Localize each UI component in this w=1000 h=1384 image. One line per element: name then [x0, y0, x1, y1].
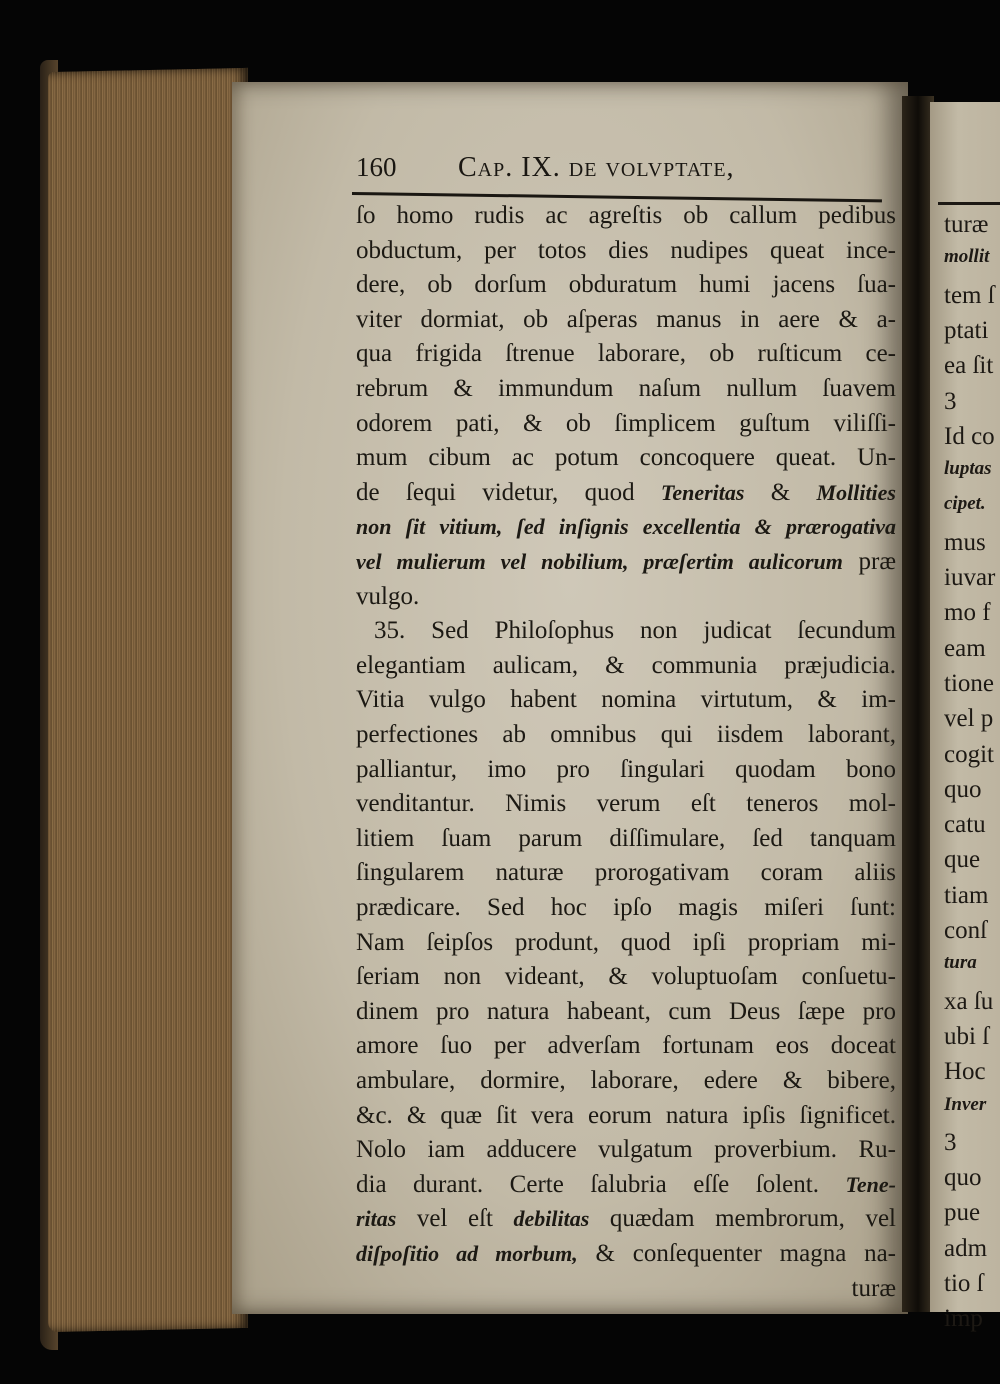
text-line: Vitia vulgo habent nomina virtutum, & im- — [356, 686, 896, 714]
facing-page-line: tione — [944, 669, 994, 697]
facing-page-line: ptati — [944, 316, 989, 344]
facing-page-line: mus — [944, 528, 986, 556]
facing-page-line: Id co — [944, 422, 995, 450]
text-line — [356, 511, 896, 543]
text-line: 35. Sed Philoſophus non judicat ſecundum — [374, 617, 896, 645]
facing-page-line: tura — [944, 952, 977, 974]
facing-page-line: eam — [944, 634, 986, 662]
facing-page-line: 3 — [944, 387, 957, 415]
facing-page-line: 3 — [944, 1128, 957, 1156]
facing-page-line: mollit — [944, 246, 990, 268]
italic-run: non ſit vitium, ſed inſignis excellentia & prærogativa — [356, 514, 896, 540]
text-line: elegantiam aulicam, & communia præjudicia. — [356, 651, 896, 679]
italic-run: vel mulierum vel nobilium, præſertim aulicorum — [356, 549, 843, 574]
facing-page-line: Inver — [944, 1093, 987, 1115]
facing-page-line: adm — [944, 1234, 988, 1262]
facing-page-line: quo — [944, 1164, 982, 1192]
text-line: vulgo. — [356, 582, 420, 610]
facing-page-line: cogit — [944, 740, 994, 768]
text-line: ſeriam non videant, & voluptuoſam conſuetu- — [356, 963, 896, 991]
text-run: dia durant. Certe ſalubria eſſe ſolent. — [356, 1170, 846, 1198]
facing-page-line: ea ſit — [944, 352, 994, 380]
text-line: rebrum & immundum naſum nullum ſuavem — [356, 375, 896, 402]
running-head: Cap. IX. de volvptate, — [458, 152, 735, 183]
page-header — [356, 152, 896, 192]
text-run: quædam membrorum, vel — [589, 1205, 897, 1233]
text-line: ſo homo rudis ac agreſtis ob callum pedibus — [356, 202, 896, 229]
facing-page — [930, 102, 1000, 1333]
catchword: turæ — [851, 1274, 896, 1302]
facing-page-rule — [938, 202, 1000, 205]
facing-page-line: cipet. — [944, 493, 986, 515]
text-line: &c. & quæ ſit vera eorum natura ipſis ſignificet. — [356, 1101, 896, 1129]
text-line — [356, 477, 896, 509]
facing-page-line: imp — [944, 1305, 983, 1333]
text-line: ſingularem naturæ prorogativam coram aliis — [356, 859, 896, 887]
text-line: venditantur. Nimis verum eſt teneros mol- — [356, 790, 896, 818]
facing-page-line: mo f — [944, 599, 991, 627]
book-page — [232, 82, 908, 1314]
facing-page-line: quo — [944, 775, 982, 803]
text-line: obductum, per totos dies nudipes queat ince- — [356, 236, 896, 264]
facing-page-line: turæ — [944, 211, 989, 238]
text-line: qua frigida ſtrenue laborare, ob ruſticum ce- — [356, 340, 896, 368]
facing-page-line: tiam — [944, 881, 989, 909]
text-line — [356, 1238, 896, 1270]
italic-run: Teneritas — [660, 479, 745, 505]
text-run: de ſequi videtur, quod — [356, 478, 661, 506]
facing-page-line: vel p — [944, 705, 994, 733]
page-stack-edge — [48, 68, 248, 1332]
text-line — [356, 1203, 896, 1235]
facing-page-line: iuvar — [944, 564, 996, 591]
text-line: amore ſuo per adverſam fortunam eos doceat — [356, 1032, 896, 1060]
italic-run: diſpoſitio ad morbum, — [356, 1241, 578, 1266]
text-line: viter dormiat, ob aſperas manus in aere & a- — [356, 305, 896, 333]
text-line: odorem pati, & ob ſimplicem guſtum viliſſi- — [356, 409, 896, 437]
facing-page-line: ubi ſ — [944, 1022, 990, 1050]
italic-run: Mollities — [816, 479, 896, 505]
facing-page-line: Hoc — [944, 1058, 986, 1086]
text-line: palliantur, imo pro ſingulari quodam bono — [356, 755, 896, 783]
facing-page-line: pue — [944, 1199, 981, 1227]
text-run: & conſequenter magna na- — [577, 1240, 897, 1267]
text-line — [356, 1169, 896, 1201]
text-line: dere, ob dorſum obduratum humi jacens ſua- — [356, 271, 896, 299]
facing-page-line: luptas — [944, 458, 992, 480]
text-line: mum cibum ac potum concoquere queat. Un- — [356, 444, 896, 472]
facing-page-line: catu — [944, 811, 986, 839]
facing-page-line: conſ — [944, 917, 988, 944]
facing-page-line: que — [944, 846, 981, 874]
text-line — [356, 546, 896, 578]
facing-page-line: tem ſ — [944, 281, 995, 309]
text-line: prædicare. Sed hoc ipſo magis miſeri ſunt: — [356, 894, 896, 921]
text-run: vel eſt — [396, 1205, 514, 1233]
text-line: dinem pro natura habeant, cum Deus ſæpe pro — [356, 997, 896, 1025]
text-line: perfectiones ab omnibus qui iisdem laborant, — [356, 721, 896, 748]
text-line: ambulare, dormire, laborare, edere & bibere, — [356, 1067, 896, 1094]
italic-run: Tene- — [845, 1171, 896, 1197]
text-line: Nolo iam adducere vulgatum proverbium. Ru- — [356, 1136, 896, 1164]
folio-number: 160 — [356, 152, 397, 182]
text-run: præ — [842, 548, 896, 575]
italic-run: debilitas — [513, 1206, 590, 1232]
text-line: Nam ſeipſos produnt, quod ipſi propriam mi- — [356, 928, 896, 956]
facing-page-line: xa ſu — [944, 987, 994, 1015]
italic-run: ritas — [356, 1206, 397, 1232]
facing-page-line: tio ſ — [944, 1270, 984, 1297]
text-run: & — [744, 478, 817, 506]
text-line: litiem ſuam parum diſſimulare, ſed tanquam — [356, 824, 896, 852]
